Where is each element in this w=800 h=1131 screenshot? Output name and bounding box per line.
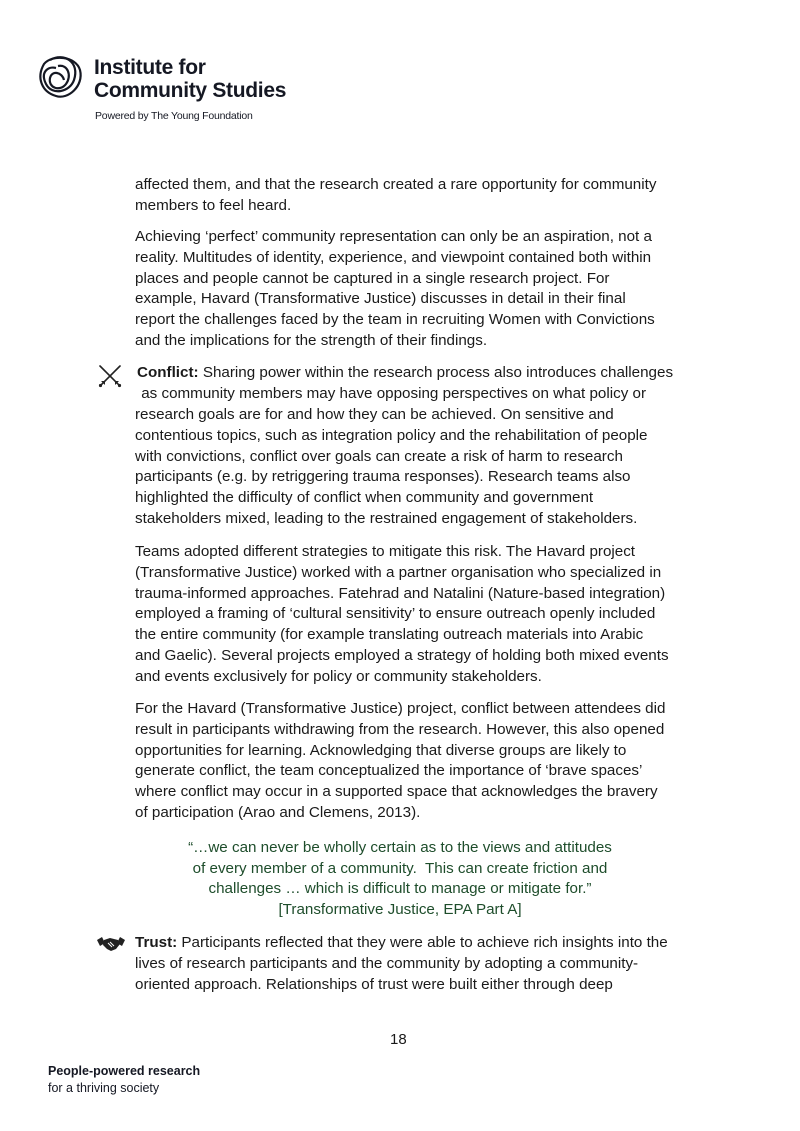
text-line: For the Havard (Transformative Justice) project, conflict between attendees did xyxy=(135,700,666,717)
quote-line: challenges … which is difficult to manage or mitigate for.” xyxy=(208,880,592,898)
pull-quote xyxy=(150,838,650,920)
logo-subtitle: Powered by The Young Foundation xyxy=(95,110,253,122)
quote-line: of every member of a community. This can create friction and xyxy=(192,859,608,877)
text-span: Sharing power within the research process also introduces challenges xyxy=(198,364,674,381)
text-line: trauma-informed approaches. Fatehrad and Natalini (Nature-based integration) xyxy=(135,584,666,602)
text-line: contentious topics, such as integration policy and the rehabilitation of people xyxy=(135,426,648,444)
text-line: as community members may have opposing perspectives on what policy or xyxy=(137,384,647,402)
text-line: opportunities for learning. Acknowledging that diverse groups are likely to xyxy=(135,741,627,759)
text-line: members to feel heard. xyxy=(135,196,292,214)
text-line: Teams adopted different strategies to mitigate this risk. The Havard project xyxy=(135,543,636,560)
text-line: of participation (Arao and Clemens, 2013). xyxy=(135,803,421,821)
text-line: example, Havard (Transformative Justice) discusses in detail in their final xyxy=(135,290,626,308)
text-line: report the challenges faced by the team in recruiting Women with Convictions xyxy=(135,311,655,329)
text-line: highlighted the difficulty of conflict when community and government xyxy=(135,489,594,507)
footer-tagline xyxy=(48,1063,200,1097)
logo-title-line: Community Studies xyxy=(94,79,287,102)
crossed-swords-icon xyxy=(98,364,122,388)
conflict-section-body xyxy=(135,405,648,530)
logo-title xyxy=(94,56,286,102)
logo-loops-icon xyxy=(34,52,90,102)
section-label: Conflict: xyxy=(137,364,199,381)
handshake-icon xyxy=(96,934,126,954)
paragraph xyxy=(135,227,655,352)
text-line: result in participants withdrawing from the research. However, this also opened xyxy=(135,720,665,738)
paragraph xyxy=(135,175,656,217)
text-line: lives of research participants and the community by adopting a community- xyxy=(135,954,639,972)
text-line: stakeholders mixed, leading to the restrained engagement of stakeholders. xyxy=(135,509,638,527)
text-line: and the implications for the strength of their findings. xyxy=(135,331,488,349)
text-line: (Transformative Justice) worked with a partner organisation who specialized in xyxy=(135,563,662,581)
page-number: 18 xyxy=(390,1031,407,1048)
text-line: participants (e.g. by retriggering trauma responses). Research teams also xyxy=(135,468,631,486)
quote-line: “…we can never be wholly certain as to the views and attitudes xyxy=(188,839,612,856)
text-line: affected them, and that the research created a rare opportunity for community xyxy=(135,176,657,193)
paragraph xyxy=(135,699,665,824)
text-line: where conflict may occur in a supported space that acknowledges the bravery xyxy=(135,783,658,801)
footer-tagline-text: for a thriving society xyxy=(48,1081,160,1095)
text-line xyxy=(137,363,673,384)
paragraph xyxy=(135,542,669,688)
section-label: Trust: xyxy=(135,934,178,951)
text-line: with convictions, conflict over goals can create a risk of harm to research xyxy=(135,447,623,465)
text-line: oriented approach. Relationships of trust were built either through deep xyxy=(135,975,613,993)
text-line: generate conflict, the team conceptualized the importance of ‘brave spaces’ xyxy=(135,762,643,780)
footer-tagline-bold: People-powered research xyxy=(48,1064,201,1078)
text-line: employed a framing of ‘cultural sensitivity’ to ensure outreach openly included xyxy=(135,605,656,623)
logo-title-line: Institute for xyxy=(94,56,206,79)
text-line: Achieving ‘perfect’ community representation can only be an aspiration, not a xyxy=(135,228,652,245)
conflict-section xyxy=(137,363,673,405)
text-line: the entire community (for example translating outreach materials into Arabic xyxy=(135,626,644,644)
text-span: Participants reflected that they were able to achieve rich insights into the xyxy=(177,934,668,951)
trust-section xyxy=(135,933,668,995)
text-line: and events exclusively for policy or community stakeholders. xyxy=(135,667,542,685)
quote-citation: [Transformative Justice, EPA Part A] xyxy=(278,900,522,918)
text-line: and Gaelic). Several projects employed a strategy of holding both mixed events xyxy=(135,646,669,664)
text-line: places and people cannot be captured in a single research project. For xyxy=(135,269,610,287)
text-line xyxy=(135,933,668,954)
text-line: reality. Multitudes of identity, experience, and viewpoint contained both within xyxy=(135,248,652,266)
text-line: research goals are for and how they can be achieved. On sensitive and xyxy=(135,406,614,423)
